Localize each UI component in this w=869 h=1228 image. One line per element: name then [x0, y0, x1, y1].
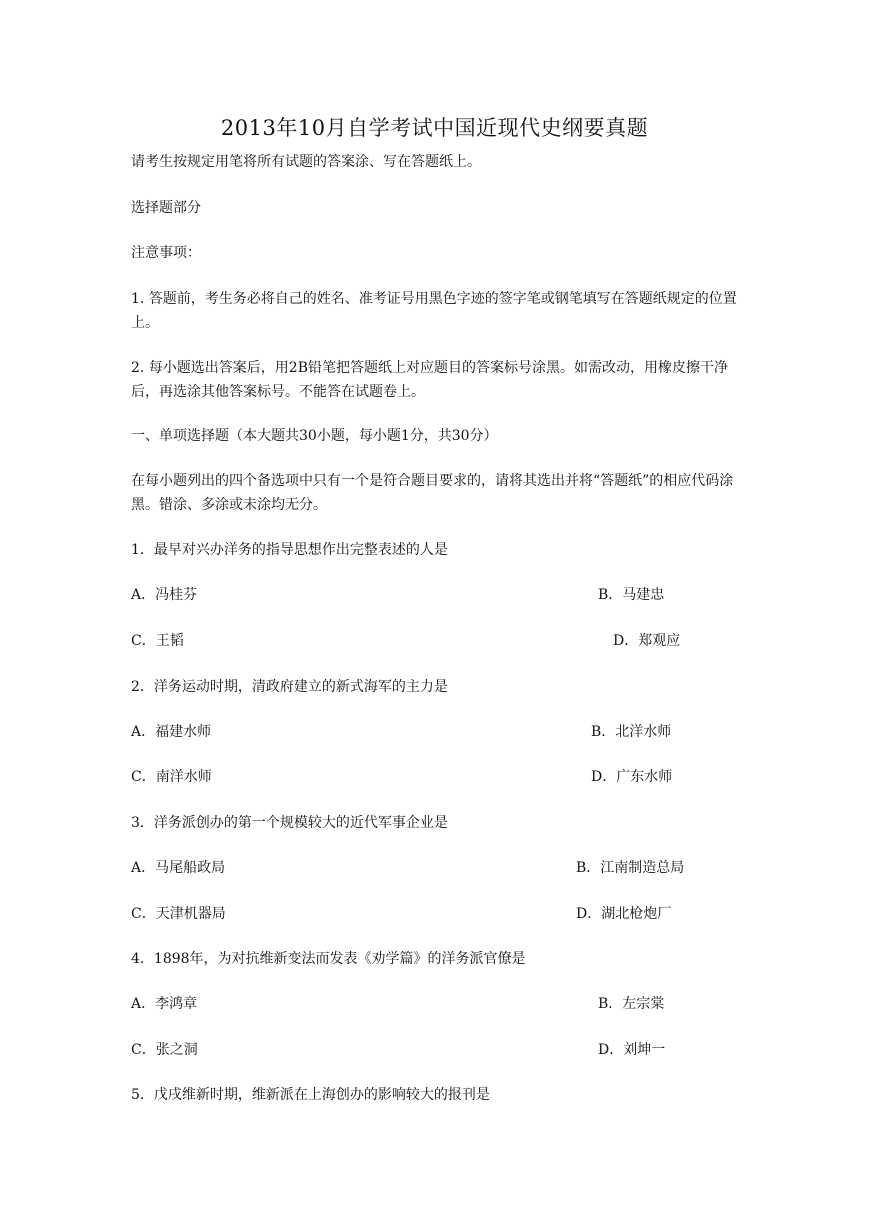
- part-one-instruction: 在每小题列出的四个备选项中只有一个是符合题目要求的，请将其选出并将“答题纸”的相应代码涂黑。错涂、多涂或未涂均无分。: [131, 473, 734, 513]
- section-label: 选择题部分: [131, 200, 201, 216]
- q2-option-a: A．福建水师: [131, 724, 212, 740]
- instruction-text: 请考生按规定用笔将所有试题的答案涂、写在答题纸上。: [131, 154, 481, 170]
- question-stem-2: 2．洋务运动时期，清政府建立的新式海军的主力是: [131, 679, 448, 695]
- q4-option-a: A．李鸿章: [131, 996, 198, 1012]
- q3-option-b: B．江南制造总局: [576, 860, 685, 876]
- q1-option-a: A．冯桂芬: [131, 587, 198, 603]
- part-one-heading: 一、单项选择题（本大题共30小题，每小题1分，共30分）: [131, 428, 498, 444]
- q1-option-d: D．郑观应: [613, 633, 681, 649]
- question-stem-1: 1．最早对兴办洋务的指导思想作出完整表述的人是: [131, 542, 448, 558]
- question-stem-4: 4．1898年，为对抗维新变法而发表《劝学篇》的洋务派官僚是: [131, 951, 526, 967]
- q3-option-a: A．马尾船政局: [131, 860, 226, 876]
- q2-option-c: C．南洋水师: [131, 769, 212, 785]
- notice-item-1: 1. 答题前，考生务必将自己的姓名、准考证号用黑色字迹的签字笔或钢笔填写在答题纸规定的位置上。: [131, 291, 737, 331]
- question-stem-5: 5．戊戌维新时期，维新派在上海创办的影响较大的报刊是: [131, 1087, 490, 1103]
- q4-option-c: C．张之洞: [131, 1042, 198, 1058]
- q2-option-d: D．广东水师: [591, 769, 673, 785]
- q2-option-b: B．北洋水师: [591, 724, 672, 740]
- q3-option-c: C．天津机器局: [131, 906, 226, 922]
- notice-item-2: 2. 每小题选出答案后，用2B铅笔把答题纸上对应题目的答案标号涂黑。如需改动，用橡皮擦干净后，再选涂其他答案标号。不能答在试题卷上。: [131, 360, 729, 400]
- notice-heading: 注意事项：: [131, 245, 201, 261]
- q4-option-d: D．刘坤一: [598, 1042, 666, 1058]
- q1-option-c: C．王韬: [131, 633, 184, 649]
- q3-option-d: D．湖北枪炮厂: [576, 906, 672, 922]
- q4-option-b: B．左宗棠: [598, 996, 665, 1012]
- question-stem-3: 3．洋务派创办的第一个规模较大的近代军事企业是: [131, 815, 448, 831]
- exam-title: 2013年10月自学考试中国近现代史纲要真题: [220, 116, 649, 140]
- q1-option-b: B．马建忠: [598, 587, 665, 603]
